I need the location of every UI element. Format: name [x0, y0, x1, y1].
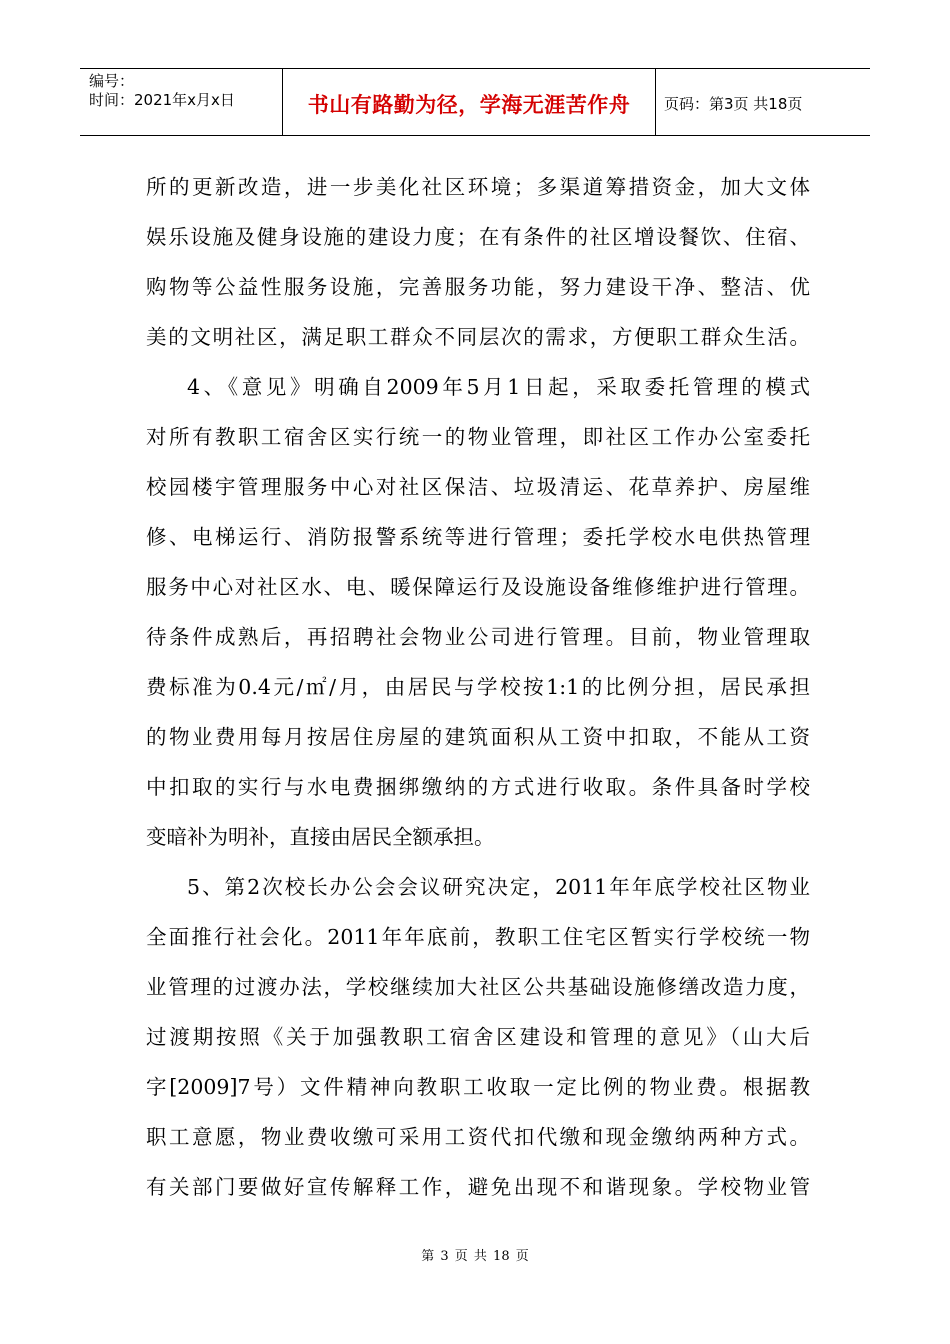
time-label: 时间：2021年x月x日: [89, 91, 235, 109]
footer-page-number: 第 3 页 共 18 页: [421, 1249, 529, 1264]
page-header: [80, 68, 870, 136]
text-line: 中扣取的实行与水电费捆绑缴纳的方式进行收取。条件具备时学校: [146, 775, 810, 799]
motto-text: 书山有路勤为径，学海无涯苦作舟: [307, 93, 631, 117]
text-line: 过渡期按照《关于加强教职工宿舍区建设和管理的意见》（山大后: [146, 1025, 810, 1049]
page-footer: [0, 1245, 950, 1264]
text-line: 购物等公益性服务设施，完善服务功能，努力建设干净、整洁、优: [146, 275, 810, 299]
text-line: 字[2009]7号）文件精神向教职工收取一定比例的物业费。根据教: [146, 1075, 810, 1099]
text-line: 美的文明社区，满足职工群众不同层次的需求，方便职工群众生活。: [146, 325, 810, 349]
text-line: 4、《意见》明确自2009年5月1日起，采取委托管理的模式: [187, 375, 810, 399]
text-line: 所的更新改造，进一步美化社区环境；多渠道筹措资金，加大文体: [146, 175, 810, 199]
text-line: 服务中心对社区水、电、暖保障运行及设施设备维修维护进行管理。: [146, 575, 810, 599]
header-meta: [80, 69, 283, 135]
text-line: 对所有教职工宿舍区实行统一的物业管理，即社区工作办公室委托: [146, 425, 810, 449]
number-label: 编号：: [89, 72, 135, 90]
text-line: 校园楼宇管理服务中心对社区保洁、垃圾清运、花草养护、房屋维: [146, 475, 810, 499]
text-line: 费标准为0.4元/㎡/月，由居民与学校按1:1的比例分担，居民承担: [146, 675, 810, 699]
text-line: 娱乐设施及健身设施的建设力度；在有条件的社区增设餐饮、住宿、: [146, 225, 810, 249]
header-motto-cell: [283, 69, 656, 135]
text-line: 全面推行社会化。2011年年底前，教职工住宅区暂实行学校统一物: [146, 925, 810, 949]
text-line: 5、第2次校长办公会会议研究决定，2011年年底学校社区物业: [187, 875, 810, 899]
header-page-info: [656, 69, 870, 135]
text-line: 的物业费用每月按居住房屋的建筑面积从工资中扣取，不能从工资: [146, 725, 810, 749]
text-line: 修、电梯运行、消防报警系统等进行管理；委托学校水电供热管理: [146, 525, 810, 549]
text-line: 待条件成熟后，再招聘社会物业公司进行管理。目前，物业管理取: [146, 625, 810, 649]
page-info-text: 页码：第3页 共18页: [664, 94, 803, 113]
text-line: 职工意愿，物业费收缴可采用工资代扣代缴和现金缴纳两种方式。: [146, 1125, 810, 1149]
text-line: 变暗补为明补，直接由居民全额承担。: [146, 825, 495, 849]
document-body: [146, 162, 810, 1212]
text-line: 有关部门要做好宣传解释工作，避免出现不和谐现象。学校物业管: [146, 1175, 810, 1199]
text-line: 业管理的过渡办法，学校继续加大社区公共基础设施修缮改造力度，: [146, 975, 810, 999]
